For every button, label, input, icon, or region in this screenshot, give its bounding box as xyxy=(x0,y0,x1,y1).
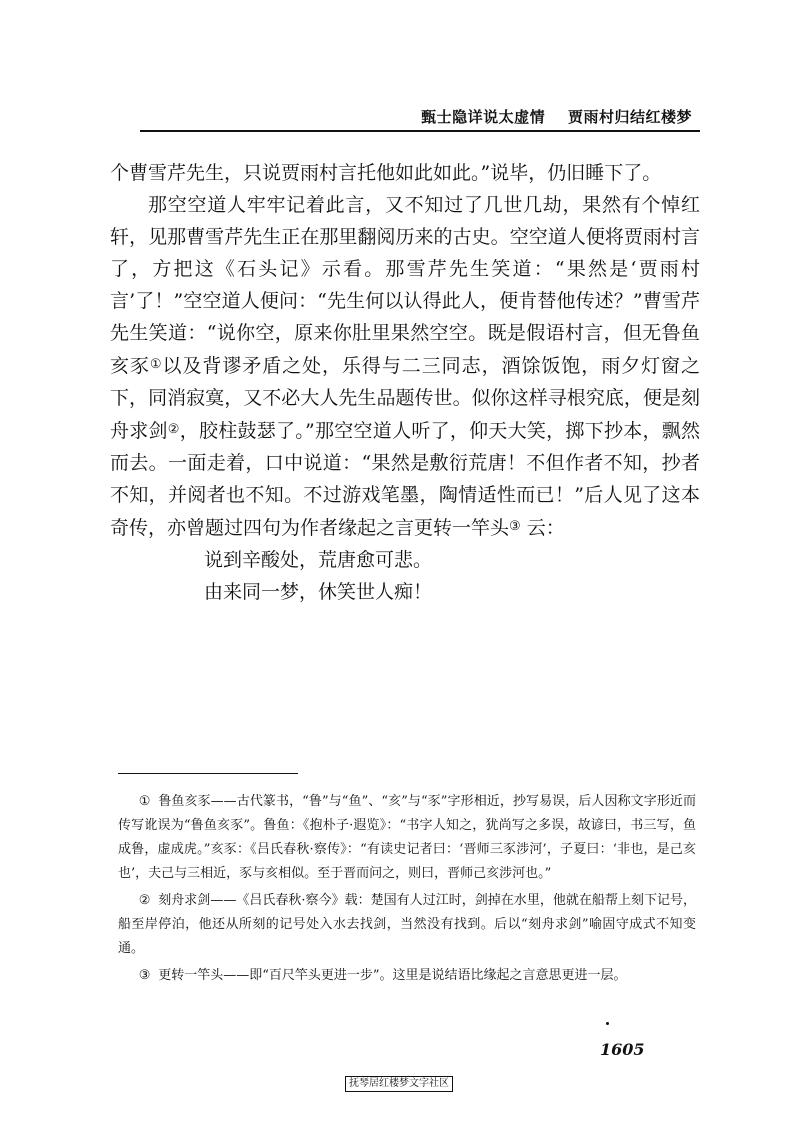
main-text xyxy=(110,157,700,608)
paragraph-2-part-b: 以及背谬矛盾之处，乐得与二三同志，酒馀饭饱，雨夕灯窗之下，同消寂寞，又不必大人先生品题传世。似你这样寻根究底，便是刻舟求剑 xyxy=(110,355,700,442)
footnote-1-number: ① xyxy=(138,794,151,809)
poem-line-2: 由来同一梦，休笑世人痴！ xyxy=(204,581,433,603)
chapter-title: 甄士隐详说太虚情 贾雨村归结红楼梦 xyxy=(421,108,692,126)
footnote-2-text: 刻舟求剑——《吕氏春秋·察今》载：楚国有人过江时，剑掉在水里，他就在船帮上刻下记号，船至岸停泊，他还从所刻的记号处入水去找剑，当然没有找到。后以“刻舟求剑”喻固守成式不知变通。 xyxy=(118,893,696,956)
footnote-2-number: ② xyxy=(138,893,151,908)
watermark-stamp: 抚琴居红楼梦文字社区 xyxy=(345,1076,453,1092)
footnote-1-text: 鲁鱼亥豕——古代篆书，“鲁”与“鱼”、“亥”与“豕”字形相近，抄写易误，后人因称文字形近而传写讹误为“鲁鱼亥豕”。鲁鱼：《抱朴子·遐览》：“书字人知之，犹尚写之多误，故谚曰，书三写，鱼成鲁，虚成虎。”亥豕：《吕氏春秋·察传》：“有读史记者曰：‘晋师三豕涉河’，子夏曰：‘非也，是己亥也’，夫己与三相近，豕与亥相似。至于晋而问之，则曰，晋师己亥涉河也。” xyxy=(118,794,696,881)
footnote-3-text: 更转一竿头——即“百尺竿头更进一步”。这里是说结语比缘起之言意思更进一层。 xyxy=(158,968,627,983)
paragraph-2 xyxy=(110,189,700,544)
paragraph-1: 个曹雪芹先生，只说贾雨村言托他如此如此。”说毕，仍旧睡下了。 xyxy=(110,162,662,184)
footnote-divider xyxy=(118,773,298,774)
footnote-3-number: ③ xyxy=(138,968,151,983)
footnote-3 xyxy=(118,964,696,988)
paragraph-2-part-a: 那空空道人牢牢记着此言，又不知过了几世几劫，果然有个悼红轩，见那曹雪芹先生正在那里翻阅历来的古史。空空道人便将贾雨村言了，方把这《石头记》示看。那雪芹先生笑道：“果然是‘贾雨村言’了！”空空道人便问：“先生何以认得此人，便肯替他传述？”曹雪芹先生笑道：“说你空，原来你肚里果然空空。既是假语村言，但无鲁鱼亥豕 xyxy=(110,194,700,377)
poem-line-1: 说到辛酸处，荒唐愈可悲。 xyxy=(204,549,433,571)
paragraph-2-part-c: ，胶柱鼓瑟了。”那空空道人听了，仰天大笑，掷下抄本，飘然而去。一面走着，口中说道：“果然是敷衍荒唐！不但作者不知，抄者不知，并阅者也不知。不过游戏笔墨，陶情适性而已！”后人见了这本奇传，亦曾题过四句为作者缘起之言更转一竿头 xyxy=(110,420,700,539)
footnote-ref-3: ③ xyxy=(509,519,521,534)
footnotes xyxy=(118,790,696,991)
page-number: 1605 xyxy=(600,1040,645,1059)
footnote-ref-2: ② xyxy=(167,422,180,437)
paragraph-2-part-d: 云： xyxy=(520,517,565,539)
footnote-ref-1: ① xyxy=(149,357,163,372)
footnote-1 xyxy=(118,790,696,886)
running-header xyxy=(140,102,700,132)
footnote-2 xyxy=(118,889,696,961)
speck-mark xyxy=(606,1022,609,1025)
